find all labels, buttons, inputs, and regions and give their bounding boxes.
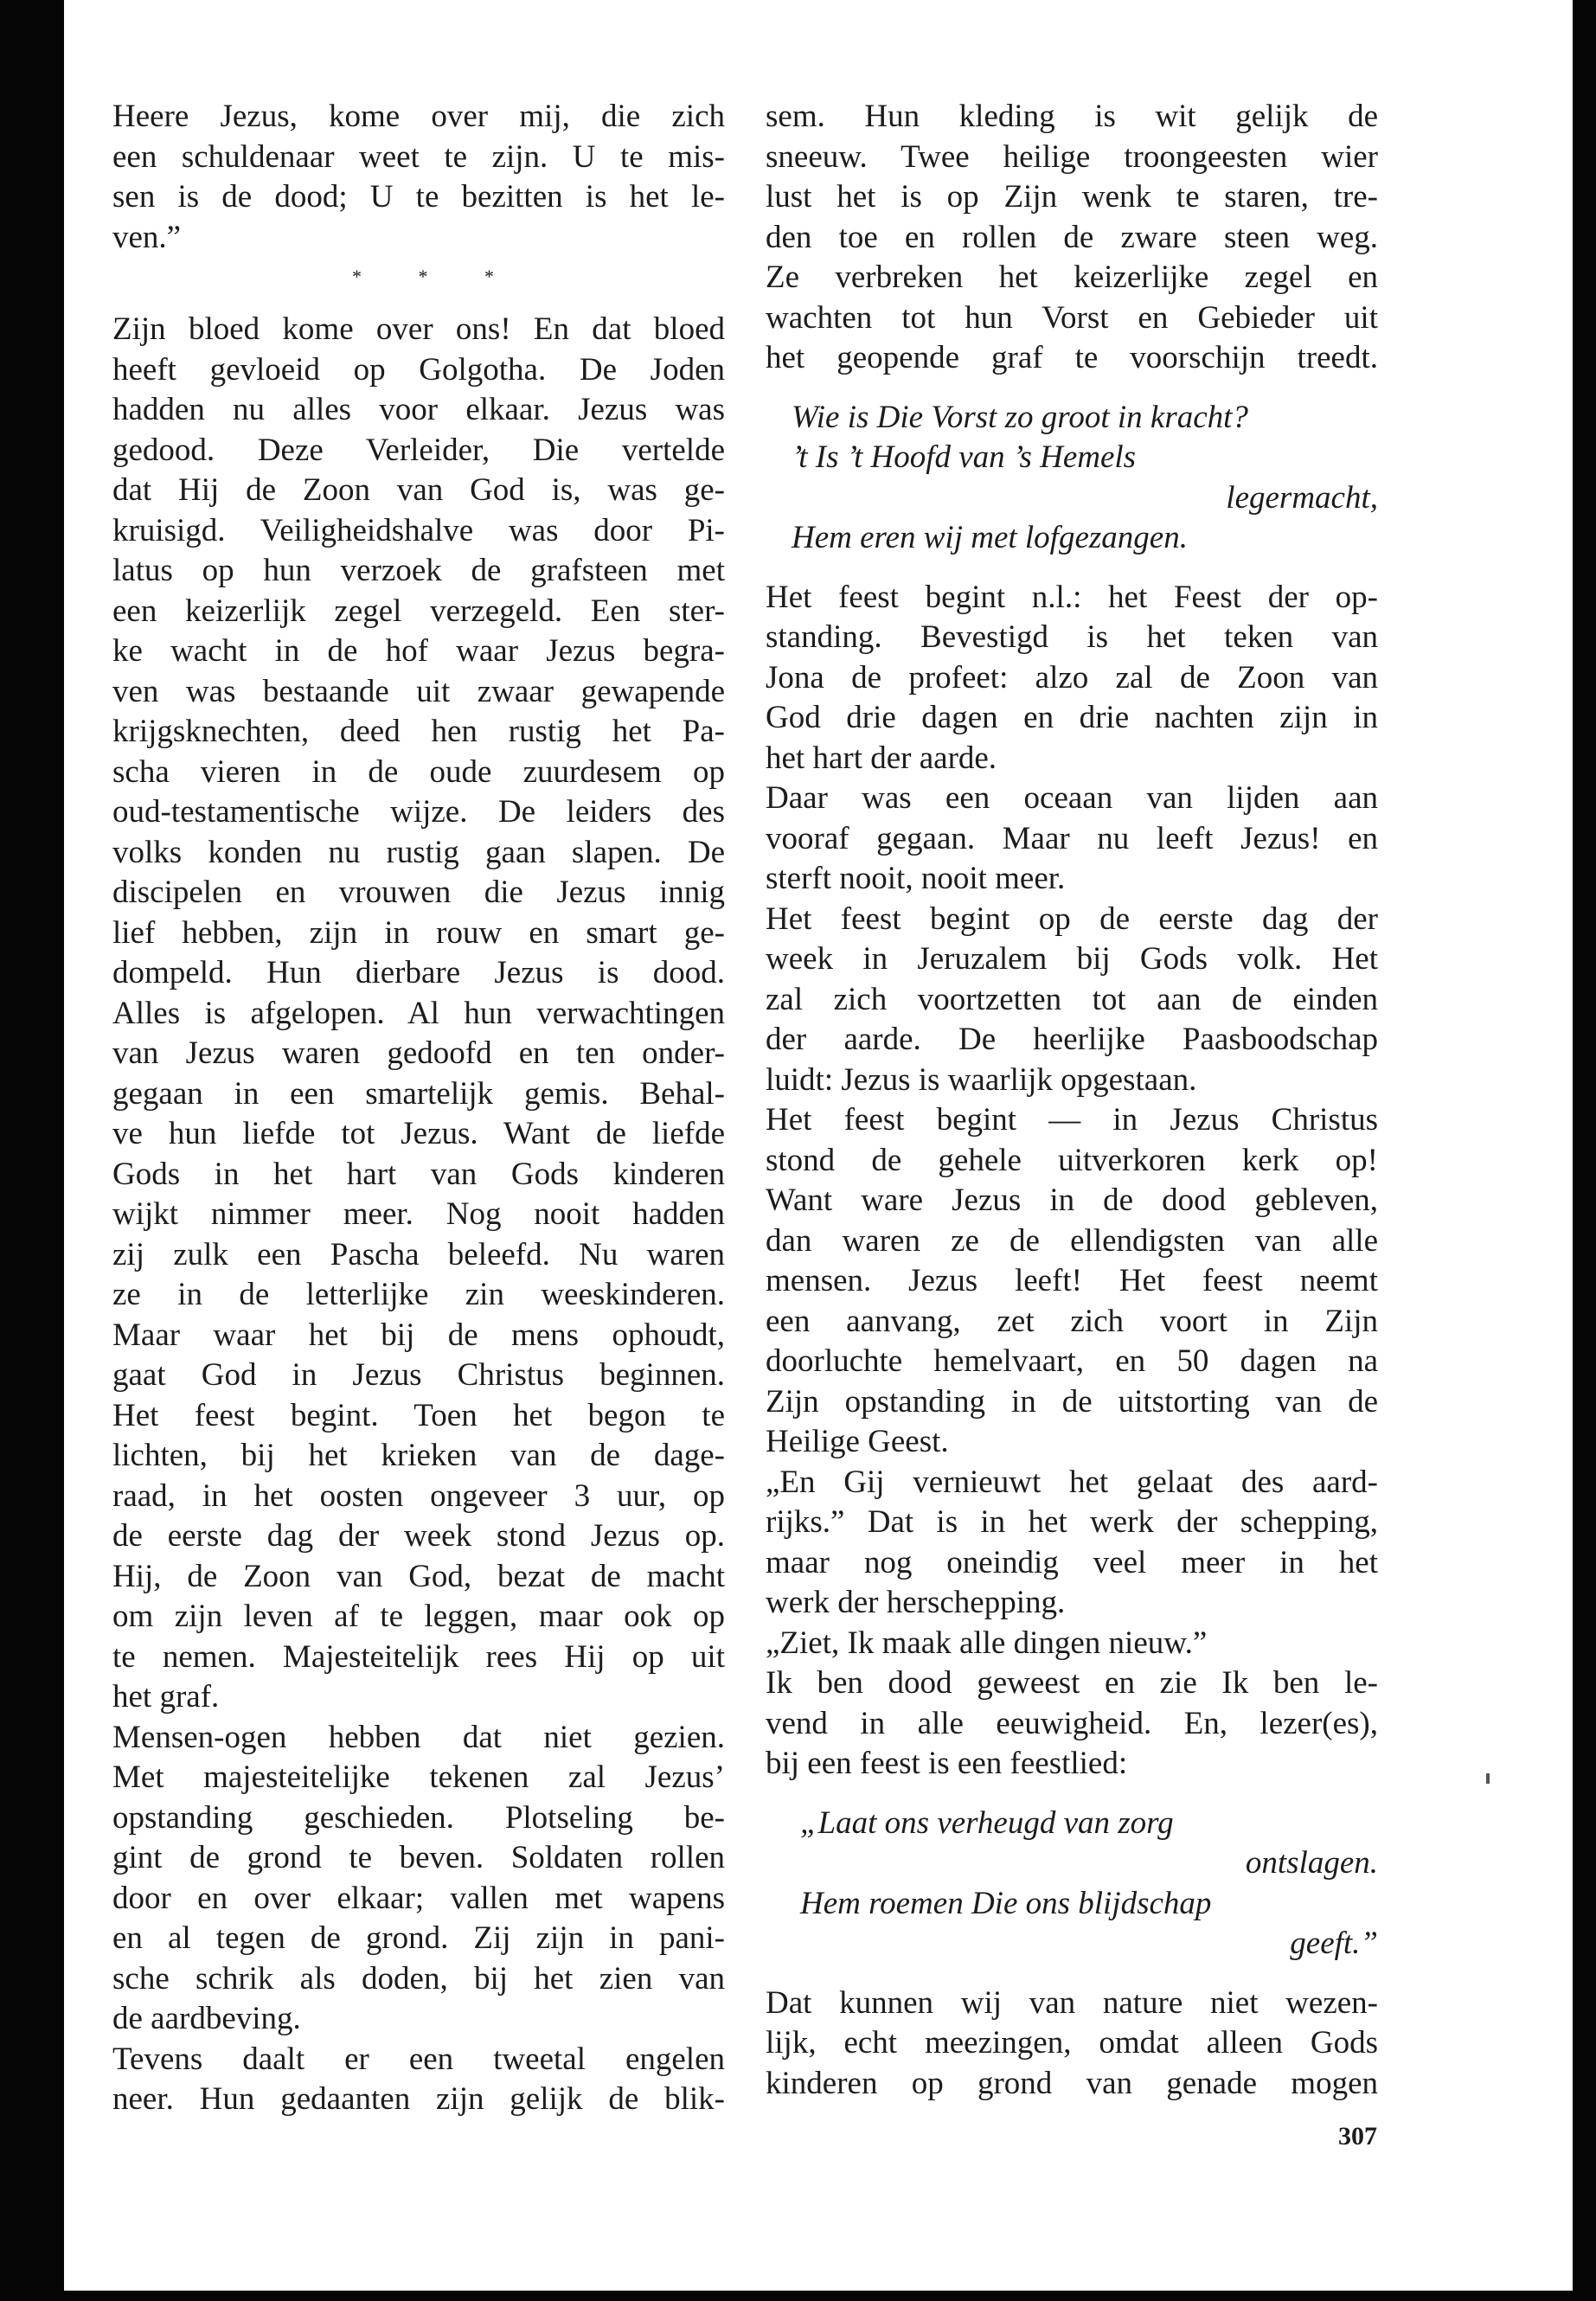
poem-line: ’t Is ’t Hoofd van ’s Hemels: [792, 439, 1137, 475]
text-line: Ik ben dood geweest en zie Ik ben le-: [766, 1665, 1378, 1701]
text-line: gint de grond te beven. Soldaten rollen: [112, 1840, 725, 1875]
text-line: den toe en rollen de zware steen weg.: [766, 219, 1378, 255]
text-line: neer. Hun gedaanten zijn gelijk de blik-: [112, 2081, 725, 2117]
text-line: wijkt nimmer meer. Nog nooit hadden: [112, 1196, 725, 1232]
poem-line: ontslagen.: [1245, 1845, 1378, 1881]
text-line: Want ware Jezus in de dood gebleven,: [766, 1183, 1378, 1218]
text-line: een schuldenaar weet te zijn. U te mis-: [112, 138, 725, 175]
text-line: ve hun liefde tot Jezus. Want de liefde: [112, 1116, 725, 1151]
paragraph: [112, 97, 725, 258]
paragraph: [766, 1984, 1378, 2105]
text-line: een keizerlijk zegel verzegeld. Een ster-: [112, 593, 725, 629]
scan-edge-left: [0, 0, 64, 2301]
text-line: ke wacht in de hof waar Jezus begra-: [112, 633, 725, 669]
text-line: hadden nu alles voor elkaar. Jezus was: [112, 392, 725, 427]
scan-edge-bottom: [0, 2291, 1596, 2301]
text-line: werk der herschepping.: [766, 1585, 1066, 1620]
text-line: discipelen en vrouwen die Jezus innig: [112, 875, 725, 910]
paragraph: [766, 1463, 1378, 1624]
page-number: 307: [1338, 2122, 1377, 2150]
text-line: dan waren ze de ellendigsten van alle: [766, 1222, 1378, 1259]
text-line: stond de gehele uitverkoren kerk op!: [766, 1142, 1378, 1178]
paragraph: [766, 779, 1378, 900]
text-line: wachten tot hun Vorst en Gebieder uit: [766, 299, 1378, 336]
text-line: krijgsknechten, deed hen rustig het Pa-: [112, 714, 725, 749]
text-line: bij een feest is een feestlied:: [766, 1746, 1128, 1781]
text-line: het geopende graf te voorschijn treedt.: [766, 340, 1378, 375]
text-line: standing. Bevestigd is het teken van: [766, 619, 1378, 655]
text-line: God drie dagen en drie nachten zijn in: [766, 700, 1378, 735]
text-line: en al tegen de grond. Zij zijn in pani-: [112, 1920, 725, 1956]
section-ornament: * * *: [352, 266, 520, 287]
text-line: sche schrik als doden, bij het zien van: [112, 1960, 725, 1997]
poem-stanza: [766, 398, 1378, 559]
poem-stanza: [766, 1804, 1378, 1965]
text-line: lijk, echt meezingen, omdat alleen Gods: [766, 2025, 1378, 2061]
text-line: te nemen. Majesteitelijk rees Hij op uit: [112, 1638, 725, 1675]
text-line: kruisigd. Veiligheidshalve was door Pi-: [112, 512, 725, 548]
text-line: „En Gij vernieuwt het gelaat des aard-: [766, 1464, 1378, 1500]
text-line: Alles is afgelopen. Al hun verwachtingen: [112, 995, 725, 1031]
text-line: kinderen op grond van genade mogen: [766, 2065, 1378, 2101]
paragraph: [112, 1718, 725, 2040]
paragraph: [766, 1663, 1378, 1785]
text-line: sterft nooit, nooit meer.: [766, 861, 1066, 896]
poem-line: Hem roemen Die ons blijdschap: [800, 1885, 1212, 1921]
text-line: vend in alle eeuwigheid. En, lezer(es),: [766, 1705, 1378, 1741]
text-line: heeft gevloeid op Golgotha. De Joden: [112, 351, 725, 388]
spacer: [766, 559, 1378, 578]
poem-line: geeft.”: [1290, 1926, 1378, 1961]
spacer: [766, 1965, 1378, 1984]
text-line: van Jezus waren gedoofd en ten onder-: [112, 1035, 725, 1071]
text-line: het graf.: [112, 1679, 220, 1715]
text-line: maar nog oneindig veel meer in het: [766, 1544, 1378, 1580]
paragraph: [766, 1100, 1378, 1463]
text-line: Mensen-ogen hebben dat niet gezien.: [112, 1719, 725, 1755]
poem-line: Hem eren wij met lofgezangen.: [792, 520, 1188, 555]
text-line: Jona de profeet: alzo zal de Zoon van: [766, 659, 1378, 695]
text-line: sem. Hun kleding is wit gelijk de: [766, 99, 1378, 134]
text-line: Met majesteitelijke tekenen zal Jezus’: [112, 1759, 725, 1795]
text-line: raad, in het oosten ongeveer 3 uur, op: [112, 1477, 725, 1514]
text-line: Heilige Geest.: [766, 1424, 949, 1459]
text-line: „Ziet, Ik maak alle dingen nieuw.”: [766, 1625, 1208, 1661]
text-line: Hij, de Zoon van God, bezat de macht: [112, 1558, 725, 1594]
text-line: dompeld. Hun dierbare Jezus is dood.: [112, 955, 725, 990]
scan-edge-right: [1573, 0, 1596, 2301]
text-line: oud-testamentische wijze. De leiders des: [112, 794, 725, 830]
text-line: Zijn bloed kome over ons! En dat bloed: [112, 311, 725, 347]
text-line: om zijn leven af te leggen, maar ook op: [112, 1599, 725, 1634]
text-line: der aarde. De heerlijke Paasboodschap: [766, 1022, 1378, 1057]
right-column: [766, 97, 1378, 2104]
text-line: lust het is op Zijn wenk te staren, tre-: [766, 179, 1378, 215]
text-line: Het feest begint n.l.: het Feest der op-: [766, 579, 1378, 615]
text-line: de aardbeving.: [112, 2001, 301, 2036]
text-line: volks konden nu rustig gaan slapen. De: [112, 834, 725, 870]
text-line: Zijn opstanding in de uitstorting van de: [766, 1383, 1378, 1420]
text-line: een aanvang, zet zich voort in Zijn: [766, 1303, 1378, 1339]
text-line: lief hebben, zijn in rouw en smart ge-: [112, 914, 725, 951]
text-line: doorluchte hemelvaart, en 50 dagen na: [766, 1343, 1378, 1379]
margin-mark: [1486, 1773, 1490, 1784]
text-line: gegaan in een smartelijk gemis. Behal-: [112, 1075, 725, 1112]
text-line: week in Jeruzalem bij Gods volk. Het: [766, 941, 1378, 977]
text-line: Heere Jezus, kome over mij, die zich: [112, 99, 725, 134]
text-line: mensen. Jezus leeft! Het feest neemt: [766, 1263, 1378, 1298]
spacer: [766, 1785, 1378, 1804]
text-line: latus op hun verzoek de grafsteen met: [112, 553, 725, 588]
text-line: sen is de dood; U te bezitten is het le-: [112, 179, 725, 215]
text-line: Het feest begint. Toen het begon te: [112, 1397, 725, 1433]
text-line: Daar was een oceaan van lijden aan: [766, 780, 1378, 816]
text-line: lichten, bij het krieken van de dage-: [112, 1438, 725, 1473]
text-line: het hart der aarde.: [766, 740, 997, 776]
paragraph: [766, 1624, 1378, 1664]
text-line: Ze verbreken het keizerlijke zegel en: [766, 260, 1378, 295]
text-line: Tevens daalt er een tweetal engelen: [112, 2041, 725, 2077]
text-line: gedood. Deze Verleider, Die vertelde: [112, 432, 725, 468]
text-line: Gods in het hart van Gods kinderen: [112, 1156, 725, 1192]
text-line: luidt: Jezus is waarlijk opgestaan.: [766, 1061, 1197, 1098]
text-line: zal zich voortzetten tot aan de einden: [766, 981, 1378, 1017]
text-line: Maar waar het bij de mens ophoudt,: [112, 1317, 725, 1353]
text-line: scha vieren in de oude zuurdesem op: [112, 753, 725, 790]
paragraph: [112, 2040, 725, 2120]
text-line: Het feest begint op de eerste dag der: [766, 901, 1378, 937]
text-line: opstanding geschieden. Plotseling be-: [112, 1799, 725, 1836]
paragraph: [766, 900, 1378, 1101]
text-line: ze in de letterlijke zin weeskinderen.: [112, 1277, 725, 1312]
poem-line: legermacht,: [1226, 479, 1378, 516]
text-line: Dat kunnen wij van nature niet wezen-: [766, 1984, 1378, 2021]
text-line: gaat God in Jezus Christus beginnen.: [112, 1357, 725, 1393]
text-line: Het feest begint — in Jezus Christus: [766, 1102, 1378, 1138]
text-line: rijks.” Dat is in het werk der schepping,: [766, 1504, 1378, 1540]
spacer: [766, 379, 1378, 398]
text-line: ven was bestaande uit zwaar gewapende: [112, 673, 725, 709]
text-line: zij zulk een Pascha beleefd. Nu waren: [112, 1236, 725, 1272]
left-column: [112, 97, 725, 2120]
text-line: dat Hij de Zoon van God is, was ge-: [112, 472, 725, 508]
paragraph: [766, 97, 1378, 379]
text-line: vooraf gegaan. Maar nu leeft Jezus! en: [766, 820, 1378, 856]
text-line: door en over elkaar; vallen met wapens: [112, 1880, 725, 1916]
paragraph: [112, 310, 725, 1718]
text-line: ven.”: [112, 219, 182, 255]
paragraph: [766, 578, 1378, 779]
poem-line: Wie is Die Vorst zo groot in kracht?: [792, 399, 1248, 435]
text-line: sneeuw. Twee heilige troongeesten wier: [766, 138, 1378, 175]
poem-line: „Laat ons verheugd van zorg: [800, 1804, 1174, 1841]
text-line: de eerste dag der week stond Jezus op.: [112, 1518, 725, 1554]
